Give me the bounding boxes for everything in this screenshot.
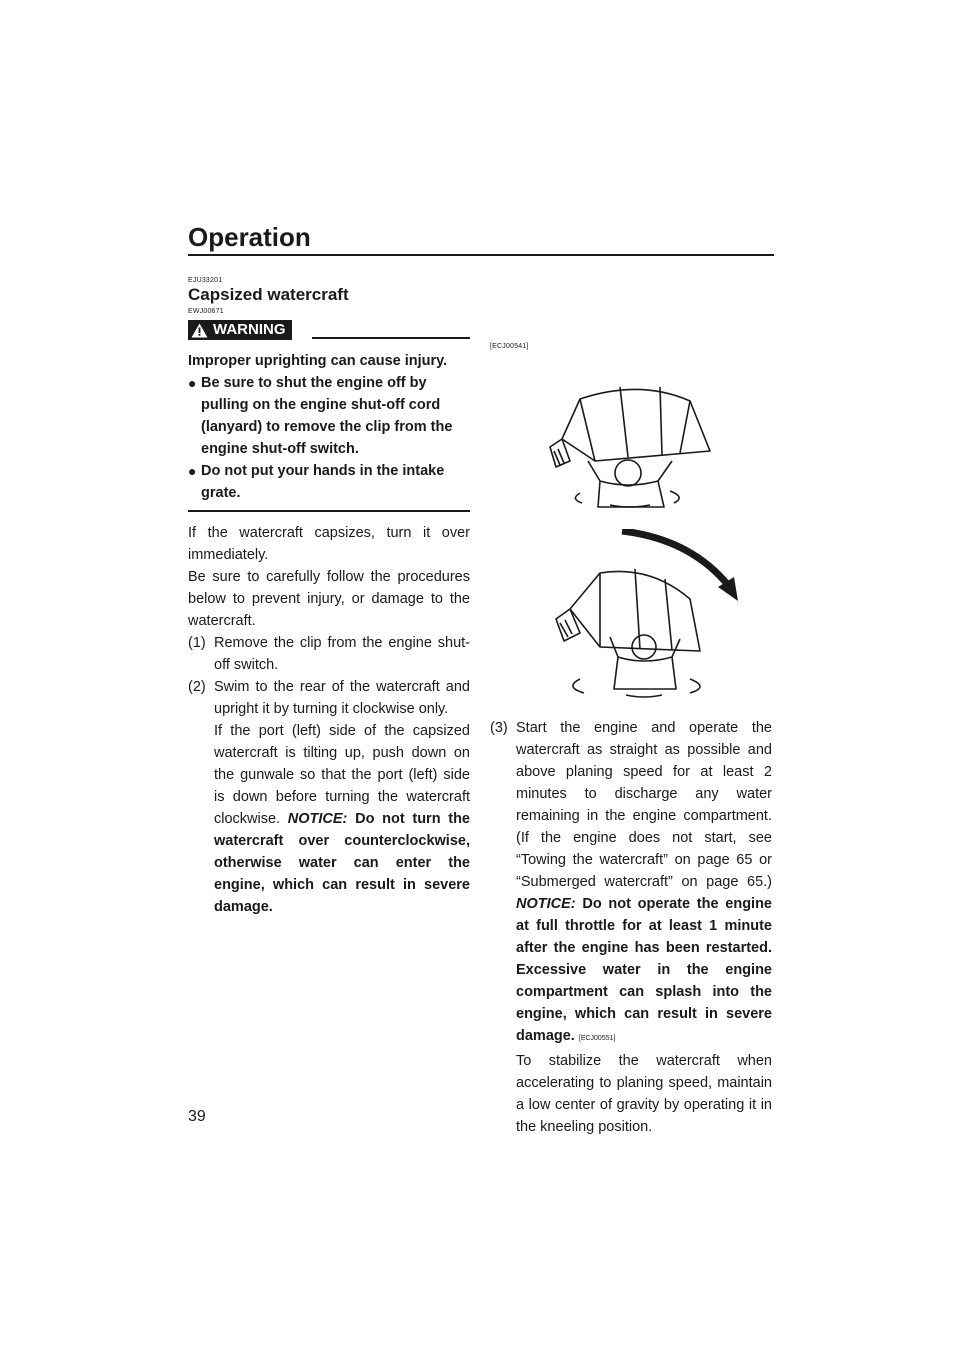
notice-label: NOTICE:: [516, 896, 576, 912]
warning-label: WARNING: [213, 321, 286, 338]
bullet-icon: ●: [188, 463, 197, 479]
step-3-detail: To stabilize the watercraft when accelerating to planing speed, maintain a low center of gravity by operating it in the kneeling position.: [516, 1053, 772, 1135]
warning-bullet: ● Be sure to shut the engine off by pulling on the engine shut-off cord (lanyard) to remove the clip from the engine shut-off switch.: [188, 372, 470, 460]
step-3: (3) Start the engine and operate the watercraft as straight as possible and above planing speed for at least 2 minutes to discharge any water remaining in the engine compartment. (If the engine does not start, see “Towing the watercraft” on page 65 or “Submerged watercraft” on page 65.) NOTICE: Do not operate the engine at full throttle for at least 1 minute after the engine has been restarted. Excessive water in the engine compartment can splash into the engine, which can result in severe damage. [ECJ00551] To stabilize the watercraft when accelerating to planing speed, maintain a low center of gravity by operating it in the kneeling position.: [490, 717, 772, 1138]
paragraph: If the watercraft capsizes, turn it over immediately.: [188, 525, 470, 563]
notice-label: NOTICE:: [287, 811, 348, 827]
warning-triangle-icon: [191, 323, 208, 338]
notice-code: [ECJ00541]: [490, 343, 529, 350]
chapter-title: Operation: [188, 222, 311, 252]
capsized-watercraft-illustration: [540, 369, 730, 509]
warning-rule: [312, 337, 471, 339]
step-1: (1) Remove the clip from the engine shut-off switch.: [188, 635, 470, 673]
warning-code: EWJ00671: [188, 308, 224, 315]
page-header: [188, 222, 774, 256]
warning-header: [188, 318, 470, 340]
page-number: 39: [188, 1108, 206, 1125]
step-2-detail: If the port (left) side of the capsized watercraft is tilting up, push down on the gunwale so that the port (left) side is down before turning the watercraft clockwise. NOTICE: Do not turn the watercraft over counterclockwise, otherwise water can enter the engine, which can result in severe damage.: [214, 723, 470, 915]
warning-bullet: ● Do not put your hands in the intake grate.: [188, 460, 470, 504]
notice-text: Do not operate the engine at full throttle for at least 1 minute after the engine has been restarted. Excessive water in the engine compartment can splash into the engine, which can result in severe damage.: [516, 896, 772, 1044]
notice-code: [ECJ00551]: [578, 1035, 616, 1042]
section-title: Capsized watercraft: [188, 285, 349, 304]
section-code: EJU33201: [188, 277, 223, 284]
uprighting-watercraft-illustration: [540, 529, 740, 699]
paragraph: Be sure to carefully follow the procedures below to prevent injury, or damage to the watercraft.: [188, 569, 470, 629]
warning-box: [188, 340, 470, 512]
right-column: [490, 276, 772, 1138]
left-column: [188, 276, 470, 918]
bullet-icon: ●: [188, 375, 197, 391]
clockwise-arrow-icon: [622, 531, 728, 585]
warning-badge: [188, 320, 292, 340]
notice-text: Do not turn the watercraft over counterclockwise, otherwise water can enter the engine, which can result in severe damage.: [214, 811, 470, 915]
warning-intro: Improper uprighting can cause injury.: [188, 353, 448, 369]
step-2: (2) Swim to the rear of the watercraft and upright it by turning it clockwise only. If the port (left) side of the capsized watercraft is tilting up, push down on the gunwale so that the port (left) side is down before turning the watercraft clockwise. NOTICE: Do not turn the watercraft over counterclockwise, otherwise water can enter the engine, which can result in severe damage.: [188, 676, 470, 918]
